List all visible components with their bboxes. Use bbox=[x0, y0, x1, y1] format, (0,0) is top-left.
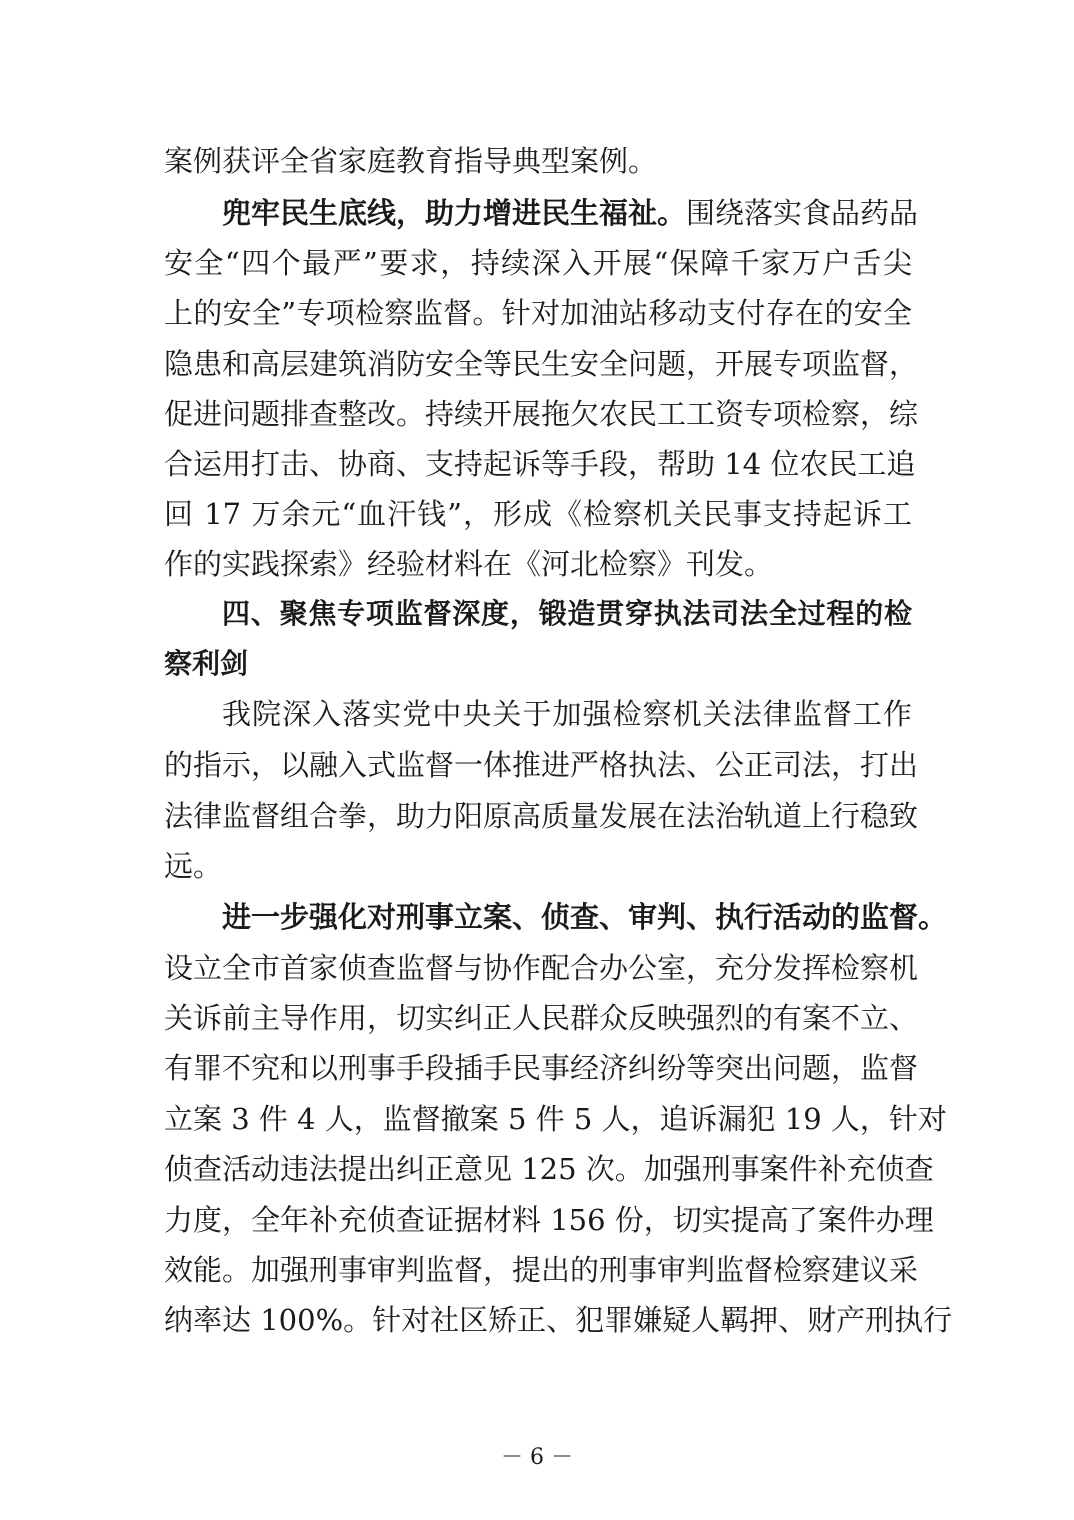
text-line bbox=[222, 186, 919, 240]
text-line: 作的实践探索》经验材料在《河北检察》刊发。 bbox=[164, 547, 774, 581]
text-line bbox=[222, 890, 948, 944]
text-line: 合运用打击、协商、支持起诉等手段，帮助 14 位农民工追 bbox=[164, 447, 916, 481]
text-line: 案例获评全省家庭教育指导典型案例。 bbox=[164, 144, 658, 178]
text-line: 纳率达 100%。针对社区矫正、犯罪嫌疑人羁押、财产刑执行 bbox=[164, 1303, 953, 1337]
text-line: 有罪不究和以刑事手段插手民事经济纠纷等突出问题，监督 bbox=[164, 1051, 919, 1085]
text-line: 效能。加强刑事审判监督，提出的刑事审判监督检察建议采 bbox=[164, 1253, 919, 1287]
text-span: 围绕落实食品药品 bbox=[686, 196, 919, 230]
section-heading: 察利剑 bbox=[164, 647, 249, 680]
text-line: 法律监督组合拳，助力阳原高质量发展在法治轨道上行稳致 bbox=[164, 799, 919, 833]
text-line: 立案 3 件 4 人，监督撤案 5 件 5 人，追诉漏犯 19 人，针对 bbox=[164, 1102, 947, 1136]
section-heading: 四、聚焦专项监督深度，锻造贯穿执法司法全过程的检 bbox=[222, 597, 912, 630]
text-line: 侦查活动违法提出纠正意见 125 次。加强刑事案件补充侦查 bbox=[164, 1152, 934, 1186]
text-line: 设立全市首家侦查监督与协作配合办公室，充分发挥检察机 bbox=[164, 951, 919, 985]
text-line: 上的安全”专项检察监督。针对加油站移动支付存在的安全 bbox=[164, 296, 912, 330]
bold-lead-sentence: 兜牢民生底线，助力增进民生福祉。 bbox=[222, 196, 687, 230]
text-line: 回 17 万余元“血汗钱”，形成《检察机关民事支持起诉工 bbox=[164, 497, 912, 531]
page-number: － 6 － bbox=[501, 1445, 573, 1470]
text-line: 安全“四个最严”要求，持续深入开展“保障千家万户舌尖 bbox=[164, 246, 912, 280]
text-line: 我院深入落实党中央关于加强检察机关法律监督工作 bbox=[222, 697, 912, 731]
text-line: 力度，全年补充侦查证据材料 156 份，切实提高了案件办理 bbox=[164, 1203, 934, 1237]
bold-lead-sentence: 进一步强化对刑事立案、侦查、审判、执行活动的监督。 bbox=[222, 900, 948, 934]
text-line: 促进问题排查整改。持续开展拖欠农民工工资专项检察，综 bbox=[164, 397, 919, 431]
text-line: 隐患和高层建筑消防安全等民生安全问题，开展专项监督， bbox=[164, 347, 919, 381]
text-line: 关诉前主导作用，切实纠正人民群众反映强烈的有案不立、 bbox=[164, 1001, 919, 1035]
text-line: 的指示，以融入式监督一体推进严格执法、公正司法，打出 bbox=[164, 748, 919, 782]
text-line: 远。 bbox=[164, 849, 223, 883]
